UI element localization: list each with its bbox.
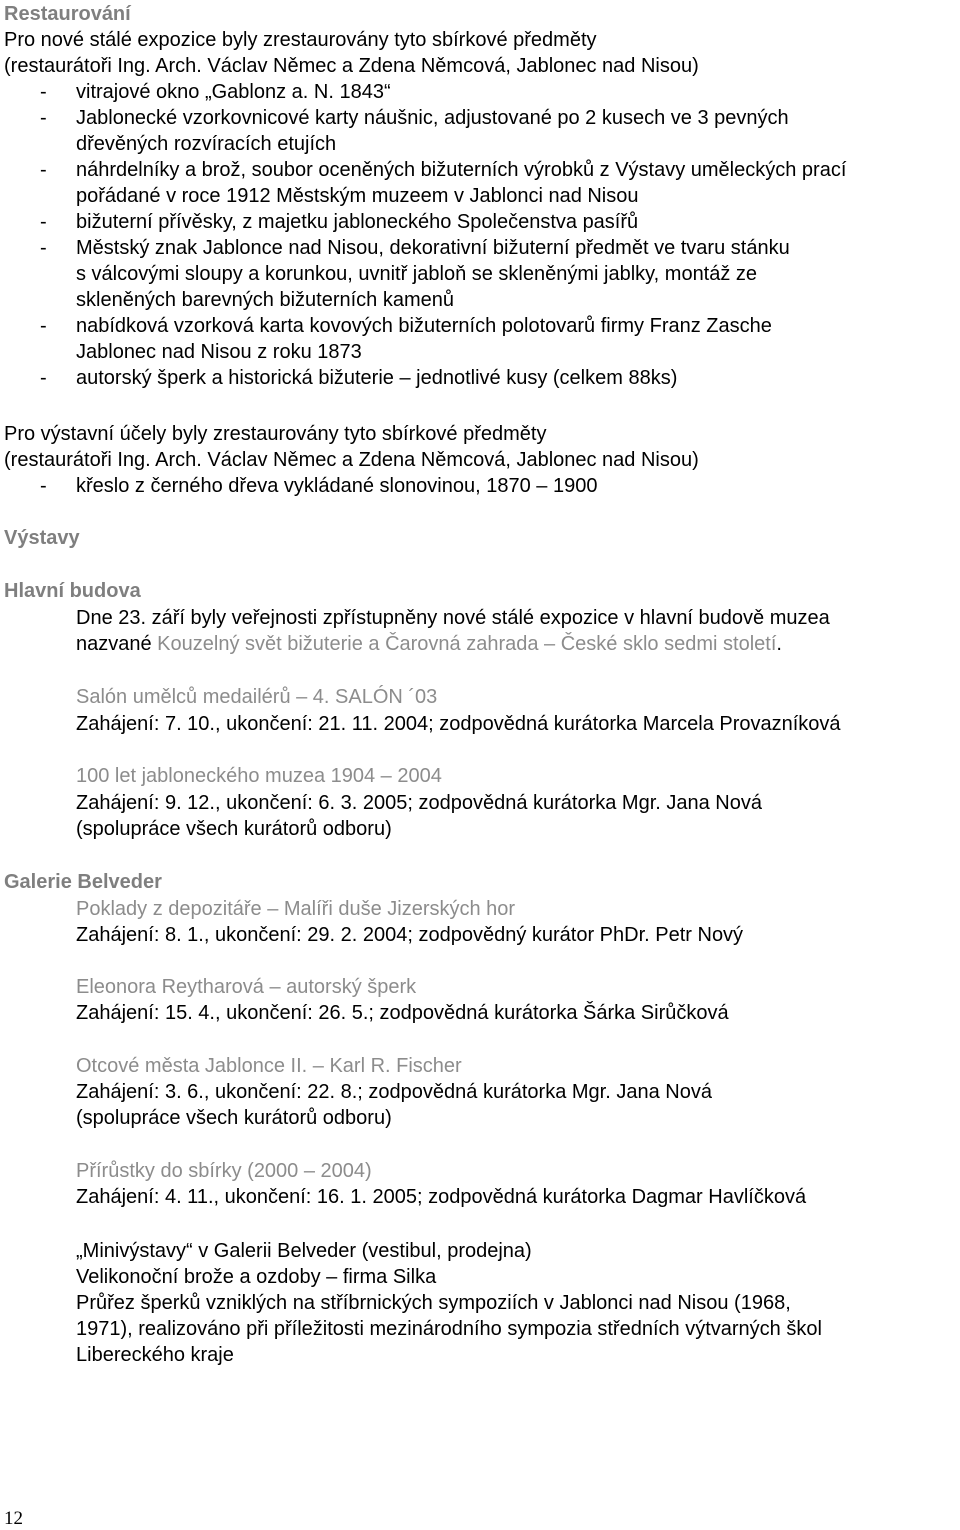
list-bullet: - [40, 237, 47, 259]
page-number: 12 [4, 1508, 23, 1529]
list-item-continuation: s válcovými sloupy a korunkou, uvnitř jabloň se skleněnými jablky, montáž ze [76, 263, 758, 285]
paragraph-line: Dne 23. září byly veřejnosti zpřístupněny nové stálé expozice v hlavní budově muzea [76, 607, 830, 629]
list-item-text: Jablonecké vzorkovnicové karty náušnic, adjustované po 2 kusech ve 3 pevných [76, 107, 789, 129]
minivystavy-line: Libereckého kraje [76, 1344, 234, 1366]
list-item-continuation: Jablonec nad Nisou z roku 1873 [76, 341, 362, 363]
exhibition-title: Eleonora Reytharová – autorský šperk [76, 976, 417, 998]
exhibition-title: Otcové města Jablonce II. – Karl R. Fischer [76, 1055, 462, 1077]
list-item-text: Městský znak Jablonce nad Nisou, dekorativní bižuterní předmět ve tvaru stánku [76, 237, 790, 259]
minivystavy-line: Průřez šperků vzniklých na stříbrnických sympoziích v Jablonci nad Nisou (1968, [76, 1292, 791, 1314]
list-bullet: - [40, 475, 47, 497]
list-item-text: bižuterní přívěsky, z majetku jabloneckého Společenstva pasířů [76, 211, 639, 233]
paragraph-line: (restaurátoři Ing. Arch. Václav Němec a Zdena Němcová, Jablonec nad Nisou) [4, 449, 699, 471]
paragraph-text: nazvané [76, 633, 158, 655]
list-item-text: autorský šperk a historická bižuterie – jednotlivé kusy (celkem 88ks) [76, 367, 678, 389]
section-heading-restaurovani: Restaurování [4, 3, 131, 25]
list-item-text: vitrajové okno „Gablonz a. N. 1843“ [76, 81, 391, 103]
minivystavy-line: Velikonoční brože a ozdoby – firma Silka [76, 1266, 437, 1288]
list-bullet: - [40, 81, 47, 103]
paragraph-line: Pro nové stálé expozice byly zrestaurovány tyto sbírkové předměty [4, 29, 597, 51]
exhibition-info: Zahájení: 8. 1., ukončení: 29. 2. 2004; zodpovědný kurátor PhDr. Petr Nový [76, 924, 744, 946]
list-item-text: náhrdelníky a brož, soubor oceněných bižuterních výrobků z Výstavy uměleckých prací [76, 159, 847, 181]
list-item-continuation: skleněných barevných bižuterních kamenů [76, 289, 454, 311]
minivystavy-line: 1971), realizováno při příležitosti mezinárodního sympozia středních výtvarných škol [76, 1318, 822, 1340]
exhibition-info: Zahájení: 4. 11., ukončení: 16. 1. 2005; zodpovědná kurátorka Dagmar Havlíčková [76, 1186, 807, 1208]
minivystavy-line: „Minivýstavy“ v Galerii Belveder (vestibul, prodejna) [76, 1240, 532, 1262]
list-bullet: - [40, 211, 47, 233]
paragraph-line: Pro výstavní účely byly zrestaurovány tyto sbírkové předměty [4, 423, 547, 445]
subsection-heading-hlavni-budova: Hlavní budova [4, 580, 141, 602]
list-item-text: nabídková vzorková karta kovových bižuterních polotovarů firmy Franz Zasche [76, 315, 772, 337]
list-bullet: - [40, 315, 47, 337]
list-item-continuation: dřevěných rozvíracích etujích [76, 133, 337, 155]
exhibition-info: (spolupráce všech kurátorů odboru) [76, 1107, 392, 1129]
list-bullet: - [40, 367, 47, 389]
list-item-continuation: pořádané v roce 1912 Městským muzeem v Jablonci nad Nisou [76, 185, 639, 207]
subsection-heading-galerie-belveder: Galerie Belveder [4, 871, 162, 893]
exhibition-title: Přírůstky do sbírky (2000 – 2004) [76, 1160, 372, 1182]
exhibition-info: (spolupráce všech kurátorů odboru) [76, 818, 392, 840]
exhibition-title: 100 let jabloneckého muzea 1904 – 2004 [76, 765, 442, 787]
exhibition-info: Zahájení: 9. 12., ukončení: 6. 3. 2005; zodpovědná kurátorka Mgr. Jana Nová [76, 792, 762, 814]
exhibition-info: Zahájení: 3. 6., ukončení: 22. 8.; zodpovědná kurátorka Mgr. Jana Nová [76, 1081, 712, 1103]
list-item-text: křeslo z černého dřeva vykládané slonovinou, 1870 – 1900 [76, 475, 598, 497]
list-bullet: - [40, 159, 47, 181]
section-heading-vystavy: Výstavy [4, 527, 80, 549]
list-bullet: - [40, 107, 47, 129]
paragraph-line: (restaurátoři Ing. Arch. Václav Němec a Zdena Němcová, Jablonec nad Nisou) [4, 55, 699, 77]
exhibition-title: Poklady z depozitáře – Malíři duše Jizerských hor [76, 898, 516, 920]
exhibition-title: Salón umělců medailérů – 4. SALÓN ´03 [76, 686, 438, 708]
exhibition-info: Zahájení: 15. 4., ukončení: 26. 5.; zodpovědná kurátorka Šárka Sirůčková [76, 1002, 729, 1024]
paragraph-text: . [776, 633, 782, 655]
exhibition-name: Kouzelný svět bižuterie a Čarovná zahrada – České sklo sedmi století [157, 633, 777, 655]
paragraph-line [76, 631, 782, 657]
exhibition-info: Zahájení: 7. 10., ukončení: 21. 11. 2004; zodpovědná kurátorka Marcela Provazníková [76, 713, 841, 735]
